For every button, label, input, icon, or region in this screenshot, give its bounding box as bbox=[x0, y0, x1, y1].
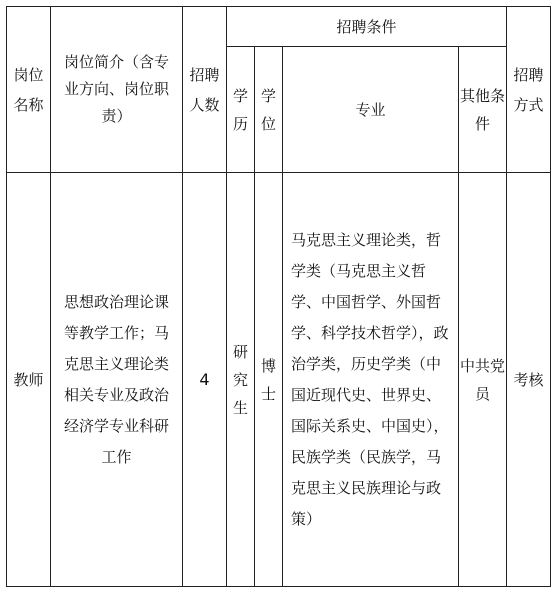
cell-position-name: 教师 bbox=[7, 173, 51, 587]
cell-degree: 博士 bbox=[255, 173, 283, 587]
cell-major: 马克思主义理论类，哲学类（马克思主义哲学、中国哲学、外国哲学、科学技术哲学），政治学类，历史学类（中国近现代史、世界史、国际关系史、中国史），民族学类（民族学，马克思主义民族理论与政策） bbox=[283, 173, 459, 587]
header-conditions: 招聘条件 bbox=[227, 7, 507, 47]
header-position-intro: 岗位简介（含专业方向、岗位职责） bbox=[51, 7, 183, 173]
cell-method: 考核 bbox=[507, 173, 551, 587]
header-recruit-count: 招聘人数 bbox=[183, 7, 227, 173]
header-method: 招聘方式 bbox=[507, 7, 551, 173]
cell-education: 研究生 bbox=[227, 173, 255, 587]
header-education: 学历 bbox=[227, 47, 255, 173]
header-degree: 学位 bbox=[255, 47, 283, 173]
recruitment-table bbox=[6, 6, 551, 587]
cell-position-intro: 思想政治理论课等教学工作；马克思主义理论类相关专业及政治经济学专业科研工作 bbox=[51, 173, 183, 587]
header-other: 其他条件 bbox=[459, 47, 507, 173]
cell-other: 中共党员 bbox=[459, 173, 507, 587]
header-major: 专业 bbox=[283, 47, 459, 173]
header-position-name: 岗位名称 bbox=[7, 7, 51, 173]
cell-recruit-count: 4 bbox=[183, 173, 227, 587]
table-row bbox=[7, 173, 551, 587]
